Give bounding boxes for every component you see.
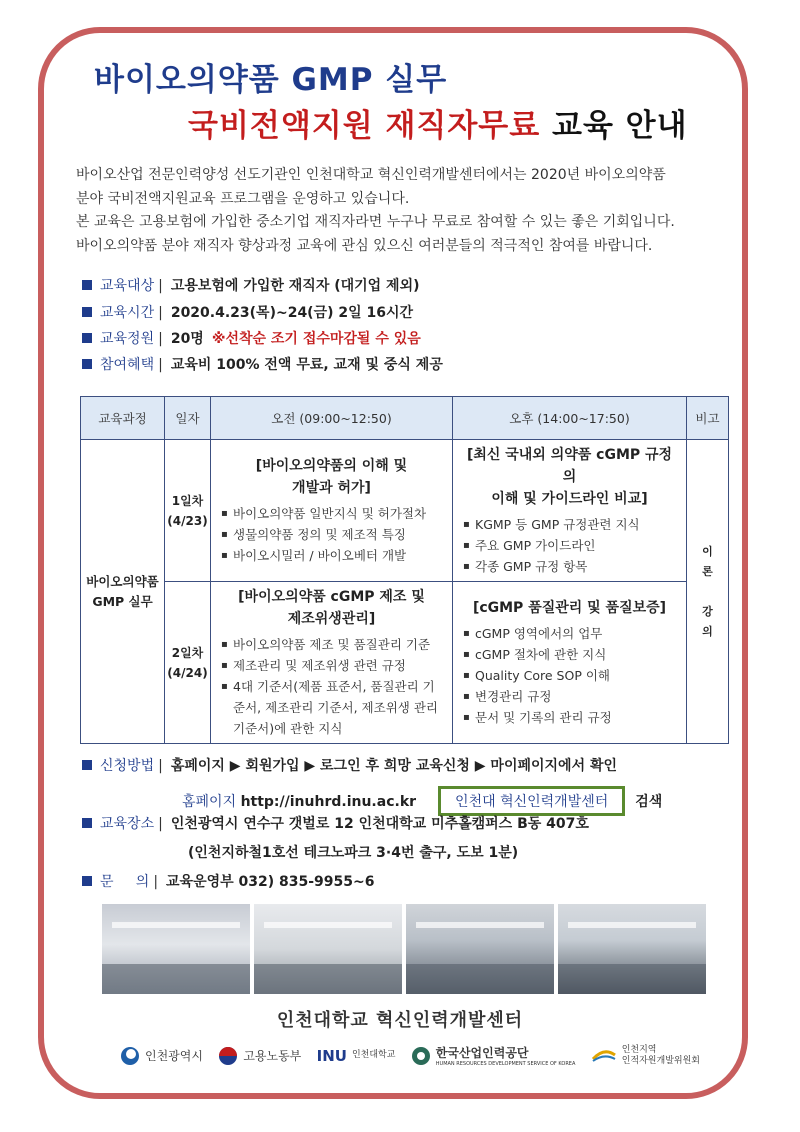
classroom-photo <box>406 904 554 994</box>
schedule-table <box>80 396 729 744</box>
header-date: 일자 <box>165 397 211 440</box>
header-morning: 오전 (09:00~12:50) <box>211 397 453 440</box>
contact-value: 교육운영부 032) 835-9955~6 <box>166 874 375 890</box>
list-item: ▪ 생물의약품 정의 및 제조적 특징 <box>233 524 444 545</box>
incheon-icon <box>120 1046 140 1066</box>
list-item: ▪ 각종 GMP 규정 항목 <box>475 556 678 577</box>
table-row <box>81 440 729 582</box>
hrd-logo: 한국산업인력공단 HUMAN RESOURCES DEVELOPMENT SERVICE OF KOREA <box>411 1044 576 1067</box>
place-value: 인천광역시 연수구 갯벌로 12 인천대학교 미추홀캠퍼스 B동 407호 <box>170 816 589 832</box>
info-value: 2020.4.23(목)~24(금) 2일 16시간 <box>170 305 414 321</box>
info-label: 교육장소 <box>100 816 155 832</box>
homepage-row <box>182 786 662 816</box>
day-2: 2일차 (4/24) <box>165 582 211 744</box>
homepage-label: 홈페이지 <box>182 794 237 810</box>
list-item: ▪ KGMP 등 GMP 규정관련 지식 <box>475 514 678 535</box>
note-lecture: 이 론 강 의 <box>687 440 729 744</box>
square-bullet-icon <box>82 760 92 770</box>
list-item: ▪ 바이오의약품 일반지식 및 허가절차 <box>233 503 444 524</box>
list-item: ▪ cGMP 영역에서의 업무 <box>475 623 678 644</box>
incheon-logo: 인천광역시 <box>120 1046 203 1066</box>
list-item: ▪ 제조관리 및 제조위생 관련 규정 <box>233 655 444 676</box>
day-1: 1일차 (4/23) <box>165 440 211 582</box>
apply-method: 신청방법 | 홈페이지 ▶ 회원가입 ▶ 로그인 후 희망 교육신청 ▶ 마이페이지에서 확인 <box>82 755 617 775</box>
day2-morning: [바이오의약품 cGMP 제조 및 제조위생관리] ▪ 바이오의약품 제조 및 품질관리 기준 ▪ 제조관리 및 제조위생 관련 규정 ▪ 4대 기준서(제품 표준서, 품질관리 기준서, 제조관리 기준서, 제조위생 관리 기준서)에 관한 지식 <box>211 582 453 744</box>
course-name: 바이오의약품 GMP 실무 <box>81 440 165 744</box>
info-label: 교육시간 <box>100 305 155 321</box>
info-label: 참여혜택 <box>100 357 155 373</box>
council-logo: 인천지역 인적자원개발위원회 <box>591 1045 700 1067</box>
info-time: 교육시간 | 2020.4.23(목)~24(금) 2일 16시간 <box>82 302 413 322</box>
square-bullet-icon <box>82 818 92 828</box>
list-item: ▪ cGMP 절차에 관한 지식 <box>475 644 678 665</box>
title-line-2 <box>188 100 688 145</box>
classroom-photo <box>558 904 706 994</box>
council-icon <box>591 1047 617 1065</box>
square-bullet-icon <box>82 876 92 886</box>
info-benefit: 참여혜택 | 교육비 100% 전액 무료, 교재 및 중식 제공 <box>82 354 443 374</box>
day1-afternoon: [최신 국내외 의약품 cGMP 규정의 이해 및 가이드라인 비교] ▪ KGMP 등 GMP 규정관련 지식 ▪ 주요 GMP 가이드라인 ▪ 각종 GMP 규정 항목 <box>453 440 687 582</box>
list-item: ▪ 주요 GMP 가이드라인 <box>475 535 678 556</box>
labor-logo: 고용노동부 <box>218 1046 301 1066</box>
info-label: 교육정원 <box>100 331 155 347</box>
square-bullet-icon <box>82 307 92 317</box>
capacity-note: ※선착순 조기 접수마감될 수 있음 <box>211 331 421 347</box>
info-capacity: 교육정원 | 20명 ※선착순 조기 접수마감될 수 있음 <box>82 328 421 348</box>
info-label: 교육대상 <box>100 278 155 294</box>
intro-line: 바이오산업 전문인력양성 선도기관인 인천대학교 혁신인력개발센터에서는 2020년 바이오의약품 <box>76 167 666 183</box>
place: 교육장소 | 인천광역시 연수구 갯벌로 12 인천대학교 미추홀캠퍼스 B동 407호 <box>82 813 589 833</box>
square-bullet-icon <box>82 280 92 290</box>
lab-photos <box>102 904 706 994</box>
info-label: 신청방법 <box>100 758 155 774</box>
info-target: 교육대상 | 고용보험에 가입한 재직자 (대기업 제외) <box>82 275 420 295</box>
hrd-icon <box>411 1046 431 1066</box>
intro-line: 바이오의약품 분야 재직자 향상과정 교육에 관심 있으신 여러분들의 적극적인 참여를 바랍니다. <box>76 237 653 254</box>
table-row <box>81 582 729 744</box>
header-afternoon: 오후 (14:00~17:50) <box>453 397 687 440</box>
lab-photo <box>102 904 250 994</box>
title-line-1: 바이오의약품 GMP 실무 <box>94 62 448 98</box>
title-black: 교육 안내 <box>540 108 688 144</box>
day2-afternoon: [cGMP 품질관리 및 품질보증] ▪ cGMP 영역에서의 업무 ▪ cGMP 절차에 관한 지식 ▪ Quality Core SOP 이해 ▪ 변경관리 규정 ▪ 문서 및 기록의 관리 규정 <box>453 582 687 744</box>
list-item: ▪ 문서 및 기록의 관리 규정 <box>475 707 678 728</box>
header-course: 교육과정 <box>81 397 165 440</box>
apply-steps: 홈페이지 ▶ 회원가입 ▶ 로그인 후 희망 교육신청 ▶ 마이페이지에서 확인 <box>170 758 618 774</box>
intro-text <box>76 164 736 258</box>
contact: 문 의 | 교육운영부 032) 835-9955~6 <box>82 871 375 891</box>
intro-line: 본 교육은 고용보험에 가입한 중소기업 재직자라면 누구나 무료로 참여할 수 있는 좋은 기회입니다. <box>76 214 675 230</box>
list-item: ▪ 변경관리 규정 <box>475 686 678 707</box>
partner-logos <box>120 1044 700 1067</box>
header-note: 비고 <box>687 397 729 440</box>
taeguk-icon <box>218 1046 238 1066</box>
list-item: ▪ Quality Core SOP 이해 <box>475 665 678 686</box>
table-header-row <box>81 397 729 440</box>
search-keyword-box: 인천대 혁신인력개발센터 <box>438 786 625 816</box>
day1-morning: [바이오의약품의 이해 및 개발과 허가] ▪ 바이오의약품 일반지식 및 허가절차 ▪ 생물의약품 정의 및 제조적 특징 ▪ 바이오시밀러 / 바이오베터 개발 <box>211 440 453 582</box>
square-bullet-icon <box>82 333 92 343</box>
intro-line: 분야 국비전액지원교육 프로그램을 운영하고 있습니다. <box>76 190 410 207</box>
homepage-url[interactable]: http://inuhrd.inu.ac.kr <box>240 794 417 810</box>
info-label: 문 의 <box>100 874 150 890</box>
footer-title: 인천대학교 혁신인력개발센터 <box>276 1010 524 1031</box>
list-item: ▪ 4대 기준서(제품 표준서, 품질관리 기준서, 제조관리 기준서, 제조위생 관리 기준서)에 관한 지식 <box>233 676 444 739</box>
place-sub: (인천지하철1호선 테크노파크 3·4번 출구, 도보 1분) <box>188 845 519 861</box>
title-red: 국비전액지원 재직자무료 <box>188 108 541 144</box>
search-word: 검색 <box>635 794 663 810</box>
list-item: ▪ 바이오시밀러 / 바이오베터 개발 <box>233 545 444 566</box>
info-value: 교육비 100% 전액 무료, 교재 및 중식 제공 <box>170 357 443 373</box>
info-value: 20명 <box>170 331 204 347</box>
square-bullet-icon <box>82 359 92 369</box>
lab-photo <box>254 904 402 994</box>
inu-logo: INU 인천대학교 <box>316 1046 396 1065</box>
info-value: 고용보험에 가입한 재직자 (대기업 제외) <box>170 278 420 294</box>
list-item: ▪ 바이오의약품 제조 및 품질관리 기준 <box>233 634 444 655</box>
